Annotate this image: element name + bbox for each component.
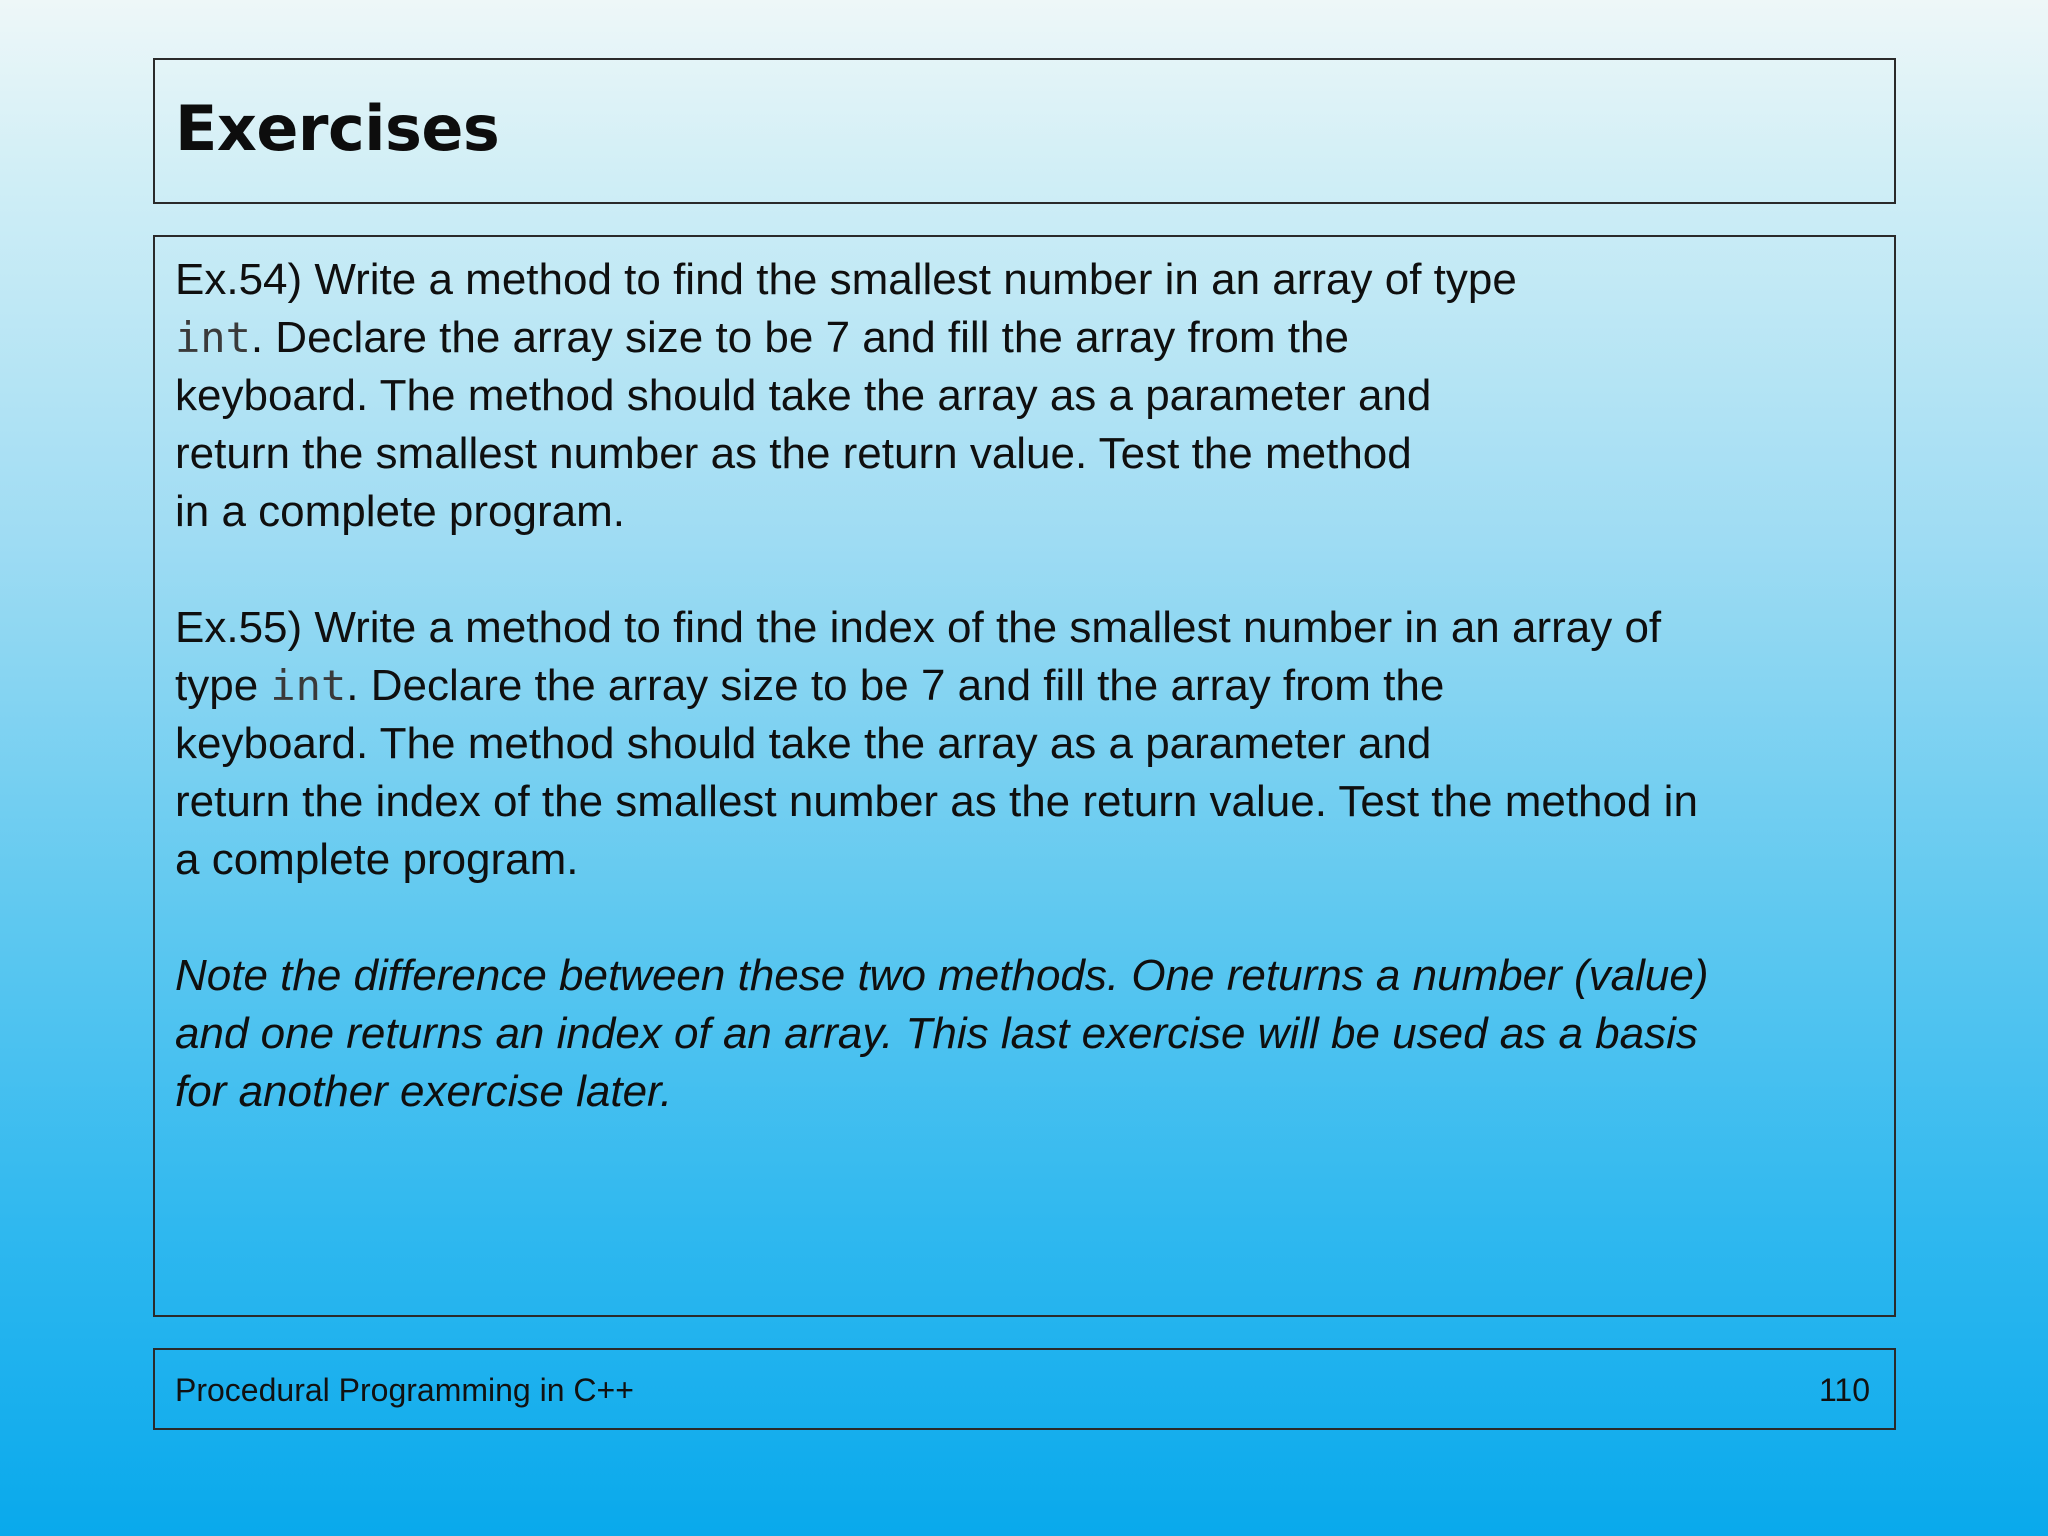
footer-course-title: Procedural Programming in C++ xyxy=(175,1372,634,1408)
ex54-line-3: keyboard. The method should take the array as a parameter and xyxy=(175,371,1432,420)
note-line-3: for another exercise later. xyxy=(175,1067,673,1116)
ex54-line-1: Ex.54) Write a method to find the smallest number in an array of type xyxy=(175,255,1517,304)
ex55-code-int: int xyxy=(270,661,347,710)
footer-box xyxy=(153,1348,1896,1430)
exercise-54 xyxy=(175,251,1875,541)
ex55-line-2: . Declare the array size to be 7 and fill the array from the xyxy=(346,661,1445,710)
ex55-line-4: return the index of the smallest number as the return value. Test the method in xyxy=(175,777,1698,826)
ex55-line-1: Ex.55) Write a method to find the index of the smallest number in an array of xyxy=(175,603,1662,652)
ex54-line-5: in a complete program. xyxy=(175,487,625,536)
note-line-1: Note the difference between these two methods. One returns a number (value) xyxy=(175,951,1709,1000)
footer-page-number: 110 xyxy=(1818,1372,1870,1408)
slide-title: Exercises xyxy=(175,92,500,165)
ex55-line-2-prefix: type xyxy=(175,661,271,710)
ex54-line-2: . Declare the array size to be 7 and fill the array from the xyxy=(250,313,1349,362)
exercise-55 xyxy=(175,599,1875,889)
ex55-line-5: a complete program. xyxy=(175,835,579,884)
note-paragraph xyxy=(175,947,1875,1121)
title-box xyxy=(153,58,1896,204)
note-line-2: and one returns an index of an array. This last exercise will be used as a basis xyxy=(175,1009,1698,1058)
ex54-line-4: return the smallest number as the return value. Test the method xyxy=(175,429,1412,478)
ex55-line-3: keyboard. The method should take the array as a parameter and xyxy=(175,719,1432,768)
ex54-code-int: int xyxy=(175,313,251,362)
slide-content xyxy=(175,251,1875,1121)
content-box xyxy=(153,235,1896,1317)
